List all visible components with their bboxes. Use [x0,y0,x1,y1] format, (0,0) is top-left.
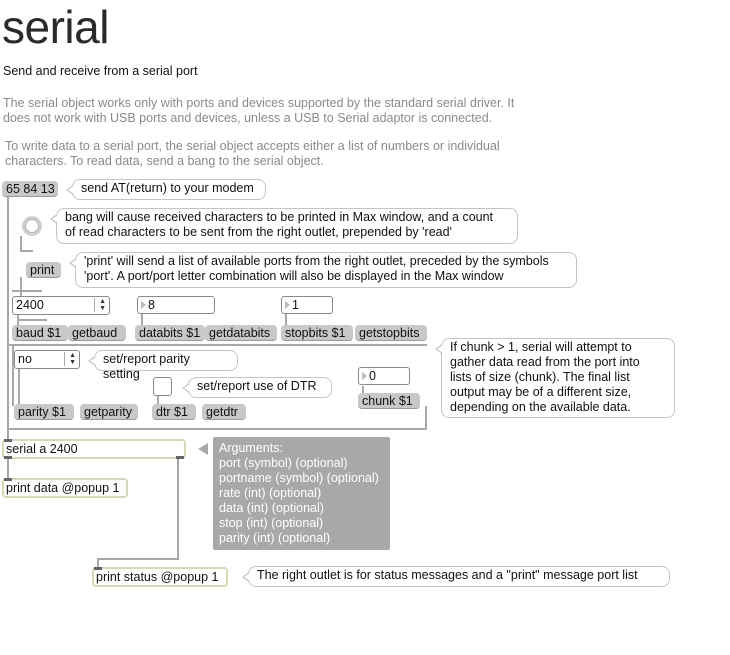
number-triangle-icon [141,301,146,309]
parity-message[interactable]: parity $1 [14,404,74,420]
stopbits-number-value: 1 [292,298,299,312]
chunk-number-value: 0 [369,369,376,383]
stopbits-number-box[interactable] [281,296,333,314]
cable-row2-bus [7,428,427,430]
cable-chunk-up [425,406,427,430]
baud-message[interactable]: baud $1 [12,325,68,341]
description-2-line-2: characters. To read data, send a bang to the serial object. [5,154,324,168]
serial-left-outlet[interactable] [4,456,12,459]
description-2 [5,139,500,169]
cable-bang-h [20,250,33,252]
databits-number-box[interactable] [137,296,215,314]
argument-item: portname (symbol) (optional) [219,471,379,485]
cable-print-h [12,290,42,292]
print-comment-line-2: 'port'. A port/port letter combination will also be displayed in the Max window [84,269,504,283]
chunk-comment [441,338,675,418]
databits-message[interactable]: databits $1 [135,325,205,341]
stopbits-message[interactable]: stopbits $1 [281,325,353,341]
bang-comment-line-2: of read characters to be sent from the right outlet, prepended by 'read' [65,225,452,239]
page-subtitle: Send and receive from a serial port [3,64,198,78]
argument-item: stop (int) (optional) [219,516,324,530]
print-status-inlet[interactable] [94,567,102,570]
cable-serial-right-out [177,457,179,560]
print-data-object-label: print data @popup 1 [6,481,120,495]
bang-comment [56,208,518,244]
description-1 [3,96,514,126]
baud-number-value: 2400 [16,298,44,312]
dtr-comment: set/report use of DTR [188,377,332,398]
getdtr-message[interactable]: getdtr [202,404,246,420]
parity-menu[interactable] [14,350,80,369]
print-data-inlet[interactable] [4,478,12,481]
serial-inlet[interactable] [4,439,12,442]
description-2-line-1: To write data to a serial port, the serial object accepts either a list of numbers or individual [5,139,500,153]
number-triangle-icon [362,372,367,380]
cable-row-bus [7,344,427,346]
argument-item: rate (int) (optional) [219,486,322,500]
cable-status-h [97,558,179,560]
parity-menu-value: no [18,352,32,366]
chunk-number-box[interactable] [358,367,410,385]
getstopbits-message[interactable]: getstopbits [355,325,427,341]
print-message[interactable]: print [26,262,61,278]
argument-item: data (int) (optional) [219,501,324,515]
chunk-comment-line-2: gather data read from the port into [450,355,640,369]
stepper-arrows-icon[interactable]: ▲ ▼ [94,298,106,312]
cable-print [20,277,22,297]
page-title: serial [2,1,109,53]
print-status-object[interactable] [92,567,228,587]
chunk-comment-line-5: depending on the available data. [450,400,631,414]
arguments-arrow-icon [198,443,208,455]
databits-number-value: 8 [148,298,155,312]
number-triangle-icon [285,301,290,309]
stepper-arrows-icon[interactable]: ▲ ▼ [64,352,76,366]
print-status-object-label: print status @popup 1 [96,570,219,584]
description-1-line-2: does not work with USB ports and devices, unless a USB to Serial adaptor is connected. [3,111,493,125]
bang-icon [25,219,39,233]
chunk-comment-line-1: If chunk > 1, serial will attempt to [450,340,632,354]
baud-number-box[interactable] [12,296,110,315]
serial-object-label: serial a 2400 [6,442,78,456]
dtr-message[interactable]: dtr $1 [152,404,196,420]
chunk-comment-line-3: lists of size (chunk). The final list [450,370,630,384]
serial-object[interactable] [2,439,186,459]
status-comment: The right outlet is for status messages and a "print" message port list [248,566,670,587]
at-command-message[interactable]: 65 84 13 [2,181,58,197]
getbaud-message[interactable]: getbaud [68,325,126,341]
arguments-box [213,437,390,550]
dtr-toggle[interactable] [153,377,172,396]
chunk-comment-line-4: output may be of a different size, [450,385,632,399]
cable-at-to-serial [7,197,9,441]
getparity-message[interactable]: getparity [80,404,138,420]
parity-comment: set/report parity setting [94,350,238,371]
chunk-message[interactable]: chunk $1 [358,393,420,409]
argument-item: parity (int) (optional) [219,531,331,545]
cable-baud-num-h [17,319,47,321]
print-data-object[interactable] [2,478,128,498]
print-comment [75,252,577,288]
argument-item: port (symbol) (optional) [219,456,348,470]
description-1-line-1: The serial object works only with ports and devices supported by the standard serial driver. It [3,96,515,110]
print-comment-line-1: 'print' will send a list of available ports from the right outlet, preceded by the symbols [84,254,549,268]
bang-comment-line-1: bang will cause received characters to be printed in Max window, and a count [65,210,494,224]
cable-parity-menu [18,369,20,405]
arguments-heading: Arguments: [219,441,283,455]
getdatabits-message[interactable]: getdatabits [205,325,277,341]
serial-right-outlet[interactable] [176,456,184,459]
bang-button[interactable] [22,216,42,236]
at-command-comment: send AT(return) to your modem [72,179,266,200]
